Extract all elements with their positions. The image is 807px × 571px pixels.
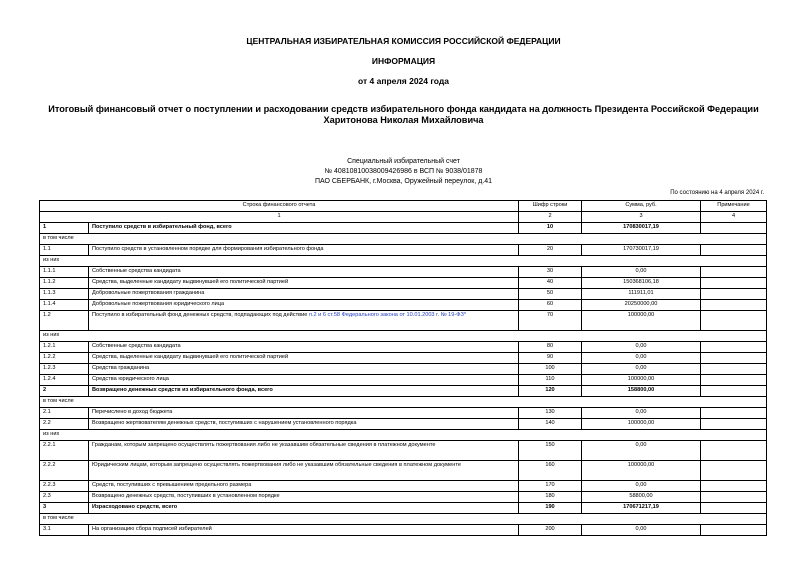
table-row xyxy=(40,223,767,234)
row-number: 2.2.2 xyxy=(40,461,89,481)
row-description xyxy=(89,223,519,234)
row-description-text: Собственные средства кандидата xyxy=(92,343,181,349)
row-description-text: Собственные средства кандидата xyxy=(92,268,181,274)
table-row xyxy=(40,353,767,364)
row-number: 2 xyxy=(40,386,89,397)
row-sum: 158800,00 xyxy=(582,386,701,397)
row-number: 1.1 xyxy=(40,245,89,256)
row-number: 2.2 xyxy=(40,419,89,430)
row-code: 60 xyxy=(519,300,582,311)
row-description-text: Средства гражданина xyxy=(92,365,150,371)
header-code: Шифр строки xyxy=(519,201,582,212)
row-sum: 100000,00 xyxy=(582,311,701,331)
row-sum: 170830017,19 xyxy=(582,223,701,234)
row-description-text: Поступило средств в избирательный фонд, всего xyxy=(92,224,232,230)
row-description xyxy=(89,245,519,256)
table-section-row xyxy=(40,514,767,525)
row-description xyxy=(89,364,519,375)
report-title xyxy=(0,104,807,126)
table-row xyxy=(40,342,767,353)
row-note xyxy=(701,481,767,492)
table-row xyxy=(40,481,767,492)
row-number: 3.1 xyxy=(40,525,89,536)
table-row xyxy=(40,525,767,536)
as-of-date: По состоянию на 4 апреля 2024 г. xyxy=(670,190,764,196)
row-description-text: Возвращено жертвователям денежных средств, поступивших с нарушением установленного порядка xyxy=(92,420,357,426)
row-description-text: Перечислено в доход бюджета xyxy=(92,409,173,415)
row-note xyxy=(701,386,767,397)
row-description xyxy=(89,342,519,353)
row-description-text: Поступило в избирательный фонд денежных средств, подпадающих под действие xyxy=(92,312,308,318)
section-label: в том числе xyxy=(40,234,767,245)
row-description-text: На организацию сбора подписей избирателей xyxy=(92,526,212,532)
row-description xyxy=(89,289,519,300)
header-note: Примечание xyxy=(701,201,767,212)
row-note xyxy=(701,364,767,375)
row-code: 150 xyxy=(519,441,582,461)
row-note xyxy=(701,267,767,278)
row-number: 1.1.4 xyxy=(40,300,89,311)
row-sum: 0,00 xyxy=(582,342,701,353)
section-label: из них xyxy=(40,430,767,441)
section-label: в том числе xyxy=(40,397,767,408)
row-sum: 0,00 xyxy=(582,353,701,364)
table-row xyxy=(40,267,767,278)
row-description xyxy=(89,525,519,536)
row-number: 1.1.2 xyxy=(40,278,89,289)
colnum-2: 2 xyxy=(519,212,582,223)
row-description xyxy=(89,408,519,419)
row-description xyxy=(89,481,519,492)
row-code: 20 xyxy=(519,245,582,256)
section-label: из них xyxy=(40,331,767,342)
table-row xyxy=(40,419,767,430)
row-description-text: Средства, выделенные кандидату выдвинувшей его политической партией xyxy=(92,279,289,285)
table-section-row xyxy=(40,331,767,342)
row-note xyxy=(701,342,767,353)
table-row xyxy=(40,503,767,514)
row-number: 1.2.4 xyxy=(40,375,89,386)
table-row xyxy=(40,461,767,481)
row-note xyxy=(701,492,767,503)
section-label: в том числе xyxy=(40,514,767,525)
row-description xyxy=(89,278,519,289)
row-description xyxy=(89,300,519,311)
table-colnum-row xyxy=(40,212,767,223)
row-code: 190 xyxy=(519,503,582,514)
table-row xyxy=(40,278,767,289)
row-sum: 111911,01 xyxy=(582,289,701,300)
doc-date: от 4 апреля 2024 года xyxy=(358,76,449,86)
row-note xyxy=(701,223,767,234)
row-number: 2.1 xyxy=(40,408,89,419)
row-sum: 0,00 xyxy=(582,525,701,536)
row-code: 130 xyxy=(519,408,582,419)
row-description-text: Средства юридического лица xyxy=(92,376,169,382)
colnum-1: 1 xyxy=(40,212,519,223)
row-code: 40 xyxy=(519,278,582,289)
row-description xyxy=(89,375,519,386)
table-row xyxy=(40,492,767,503)
row-note xyxy=(701,525,767,536)
row-description xyxy=(89,503,519,514)
row-sum: 150368106,18 xyxy=(582,278,701,289)
row-sum: 0,00 xyxy=(582,267,701,278)
row-description-text: Возвращено денежных средств, поступивших в установленном порядке xyxy=(92,493,280,499)
table-section-row xyxy=(40,397,767,408)
table-section-row xyxy=(40,234,767,245)
row-number: 2.2.3 xyxy=(40,481,89,492)
row-description xyxy=(89,419,519,430)
row-note xyxy=(701,278,767,289)
row-code: 170 xyxy=(519,481,582,492)
row-description xyxy=(89,311,519,331)
row-number: 3 xyxy=(40,503,89,514)
row-note xyxy=(701,375,767,386)
row-sum: 0,00 xyxy=(582,408,701,419)
row-code: 10 xyxy=(519,223,582,234)
row-number: 1.1.3 xyxy=(40,289,89,300)
account-number: № 40810810038009426986 в ВСП № 9038/01878 xyxy=(324,168,483,175)
row-description xyxy=(89,461,519,481)
row-description xyxy=(89,492,519,503)
row-code: 70 xyxy=(519,311,582,331)
financial-report-table xyxy=(39,200,767,536)
row-number: 2.2.1 xyxy=(40,441,89,461)
row-description xyxy=(89,441,519,461)
row-sum: 58800,00 xyxy=(582,492,701,503)
row-sum: 100000,00 xyxy=(582,419,701,430)
row-note xyxy=(701,461,767,481)
section-label: из них xyxy=(40,256,767,267)
row-number: 1.1.1 xyxy=(40,267,89,278)
table-row xyxy=(40,245,767,256)
table-row xyxy=(40,364,767,375)
row-description-text: Добровольные пожертвования гражданина xyxy=(92,290,205,296)
table-row xyxy=(40,300,767,311)
table-row xyxy=(40,441,767,461)
row-note xyxy=(701,441,767,461)
row-code: 120 xyxy=(519,386,582,397)
row-description-text: Средства, выделенные кандидату выдвинувшей его политической партией xyxy=(92,354,289,360)
row-code: 100 xyxy=(519,364,582,375)
table-section-row xyxy=(40,430,767,441)
row-description-text: Добровольные пожертвования юридического лица xyxy=(92,301,225,307)
row-number: 2.3 xyxy=(40,492,89,503)
account-type: Специальный избирательный счет xyxy=(347,158,460,165)
row-description-text: Израсходовано средств, всего xyxy=(92,504,178,510)
row-description-text: Поступило средств в установленном порядке для формирования избирательного фонда xyxy=(92,246,324,252)
row-note xyxy=(701,289,767,300)
row-note xyxy=(701,353,767,364)
row-code: 140 xyxy=(519,419,582,430)
row-code: 90 xyxy=(519,353,582,364)
org-title: ЦЕНТРАЛЬНАЯ ИЗБИРАТЕЛЬНАЯ КОМИССИЯ РОССИЙСКОЙ ФЕДЕРАЦИИ xyxy=(246,36,561,46)
row-sum: 170730017,19 xyxy=(582,245,701,256)
row-description xyxy=(89,267,519,278)
table-header-row xyxy=(40,201,767,212)
row-description xyxy=(89,353,519,364)
row-sum: 0,00 xyxy=(582,481,701,492)
row-code: 50 xyxy=(519,289,582,300)
row-sum: 0,00 xyxy=(582,441,701,461)
colnum-3: 3 xyxy=(582,212,701,223)
row-code: 160 xyxy=(519,461,582,481)
row-description-text: Возвращено денежных средств из избирательного фонда, всего xyxy=(92,387,273,393)
row-code: 30 xyxy=(519,267,582,278)
row-sum: 100000,00 xyxy=(582,461,701,481)
row-code: 80 xyxy=(519,342,582,353)
row-number: 1.2.3 xyxy=(40,364,89,375)
row-note xyxy=(701,503,767,514)
colnum-4: 4 xyxy=(701,212,767,223)
row-note xyxy=(701,245,767,256)
row-number: 1 xyxy=(40,223,89,234)
row-number: 1.2.1 xyxy=(40,342,89,353)
header-line: Строка финансового отчета xyxy=(40,201,519,212)
row-number: 1.2 xyxy=(40,311,89,331)
table-row xyxy=(40,375,767,386)
row-sum: 20250000,00 xyxy=(582,300,701,311)
table-row xyxy=(40,408,767,419)
row-number: 1.2.2 xyxy=(40,353,89,364)
row-sum: 0,00 xyxy=(582,364,701,375)
row-sum: 100000,00 xyxy=(582,375,701,386)
row-description-text: Юридическим лицам, которым запрещено осуществлять пожертвования либо не указавшим обязательные сведения в платежном документе xyxy=(92,462,461,468)
row-description-text: Гражданам, которым запрещено осуществлять пожертвования либо не указавшим обязательные сведения в платежном документе xyxy=(92,442,436,448)
row-code: 200 xyxy=(519,525,582,536)
doc-type: ИНФОРМАЦИЯ xyxy=(371,56,436,66)
table-row xyxy=(40,311,767,331)
row-description-text: Средств, поступивших с превышением предельного размера xyxy=(92,482,252,488)
row-description xyxy=(89,386,519,397)
header-sum: Сумма, руб. xyxy=(582,201,701,212)
report-title-line: Итоговый финансовый отчет о поступлении и расходовании средств избирательного фонда кандидата на должность Президента Российской Федерации xyxy=(48,104,759,114)
row-sum: 170671217,19 xyxy=(582,503,701,514)
table-row xyxy=(40,386,767,397)
row-note xyxy=(701,300,767,311)
row-code: 110 xyxy=(519,375,582,386)
row-note xyxy=(701,419,767,430)
table-row xyxy=(40,289,767,300)
law-reference-link[interactable]: п.2 и 6 ст.58 Федерального закона от 10.01.2003 г. № 19-ФЗ* xyxy=(308,312,467,318)
row-note xyxy=(701,311,767,331)
row-code: 180 xyxy=(519,492,582,503)
bank-address: ПАО СБЕРБАНК, г.Москва, Оружейный переулок, д.41 xyxy=(314,178,493,185)
row-note xyxy=(701,408,767,419)
candidate-name: Харитонова Николая Михайловича xyxy=(323,115,484,125)
table-section-row xyxy=(40,256,767,267)
